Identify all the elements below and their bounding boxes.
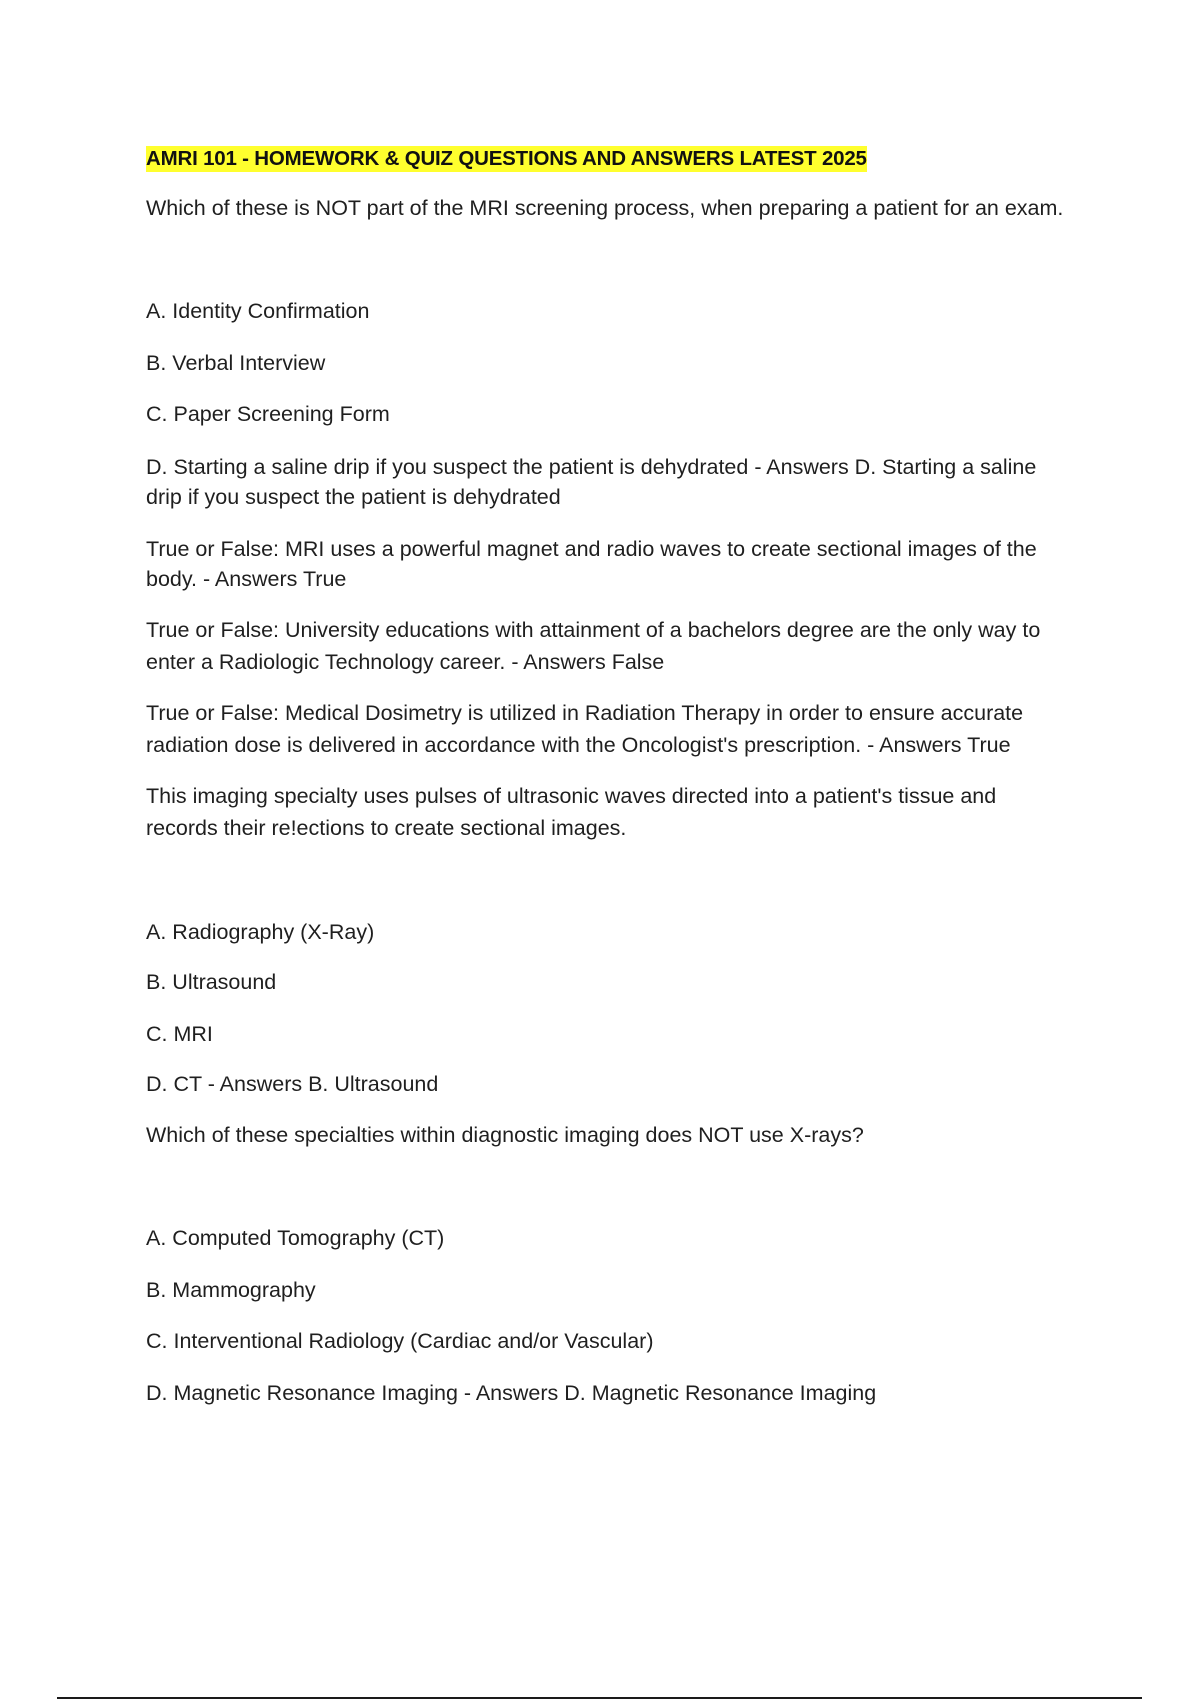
question-6-option-d-answer: D. Magnetic Resonance Imaging - Answers D. Magnetic Resonance Imaging bbox=[146, 1381, 877, 1405]
document-title-text: AMRI 101 - HOMEWORK & QUIZ QUESTIONS AND ANSWERS LATEST 2025 bbox=[146, 147, 867, 170]
question-5-text: This imaging specialty uses pulses of ultrasonic waves directed into a patient's tissue and bbox=[146, 784, 997, 808]
question-5-option-a: A. Radiography (X-Ray) bbox=[146, 920, 375, 944]
question-1-option-d-answer-continued: drip if you suspect the patient is dehydrated bbox=[146, 485, 561, 509]
question-6-option-c: C. Interventional Radiology (Cardiac and/or Vascular) bbox=[146, 1329, 654, 1353]
question-5-option-c: C. MRI bbox=[146, 1022, 213, 1046]
question-4-text: True or False: Medical Dosimetry is utilized in Radiation Therapy in order to ensure accurate bbox=[146, 701, 1024, 725]
question-1-option-b: B. Verbal Interview bbox=[146, 351, 326, 375]
question-2-text: True or False: MRI uses a powerful magnet and radio waves to create sectional images of the bbox=[146, 537, 1037, 561]
question-6-option-a: A. Computed Tomography (CT) bbox=[146, 1226, 445, 1250]
question-3-answer: enter a Radiologic Technology career. - Answers False bbox=[146, 650, 665, 674]
question-1-text: Which of these is NOT part of the MRI screening process, when preparing a patient for an exam. bbox=[146, 196, 1064, 220]
question-5-option-b: B. Ultrasound bbox=[146, 970, 277, 994]
question-3-text: True or False: University educations with attainment of a bachelors degree are the only way to bbox=[146, 618, 1041, 642]
page-bottom-rule bbox=[57, 1697, 1142, 1699]
question-2-answer: body. - Answers True bbox=[146, 567, 347, 591]
question-6-text: Which of these specialties within diagnostic imaging does NOT use X-rays? bbox=[146, 1123, 864, 1147]
question-1-option-a: A. Identity Confirmation bbox=[146, 299, 370, 323]
question-5-option-d-answer: D. CT - Answers B. Ultrasound bbox=[146, 1072, 439, 1096]
question-1-option-c: C. Paper Screening Form bbox=[146, 402, 390, 426]
question-1-option-d-answer: D. Starting a saline drip if you suspect the patient is dehydrated - Answers D. Starting a saline bbox=[146, 455, 1037, 479]
question-6-option-b: B. Mammography bbox=[146, 1278, 316, 1302]
question-5-text-continued: records their re!ections to create sectional images. bbox=[146, 816, 627, 840]
document-title bbox=[146, 145, 867, 173]
question-4-answer: radiation dose is delivered in accordance with the Oncologist's prescription. - Answers True bbox=[146, 733, 1011, 757]
